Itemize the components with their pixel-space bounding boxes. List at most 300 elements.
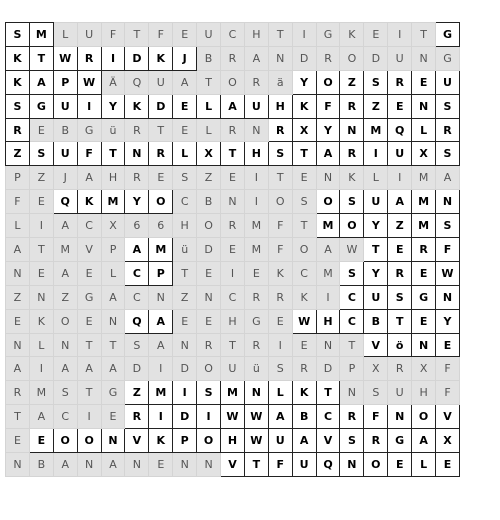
letter-cell[interactable]: U (388, 142, 412, 166)
letter-cell[interactable]: Q (316, 453, 340, 477)
letter-cell[interactable]: F (149, 23, 173, 47)
letter-cell[interactable]: V (436, 405, 460, 429)
letter-cell[interactable]: C (221, 23, 245, 47)
letter-cell[interactable]: V (221, 453, 245, 477)
letter-cell[interactable]: K (149, 46, 173, 70)
letter-cell[interactable]: Z (6, 285, 30, 309)
letter-cell[interactable]: T (149, 118, 173, 142)
letter-cell[interactable]: I (149, 405, 173, 429)
letter-cell[interactable]: E (244, 261, 268, 285)
letter-cell[interactable]: H (412, 381, 436, 405)
letter-cell[interactable]: G (101, 381, 125, 405)
letter-cell[interactable]: X (412, 357, 436, 381)
letter-cell[interactable]: W (436, 261, 460, 285)
letter-cell[interactable]: S (436, 94, 460, 118)
letter-cell[interactable]: E (197, 309, 221, 333)
letter-cell[interactable]: T (268, 23, 292, 47)
letter-cell[interactable]: M (364, 118, 388, 142)
letter-cell[interactable]: S (364, 381, 388, 405)
letter-cell[interactable]: O (316, 190, 340, 214)
letter-cell[interactable]: U (364, 190, 388, 214)
letter-cell[interactable]: ü (173, 238, 197, 262)
letter-cell[interactable]: E (388, 94, 412, 118)
letter-cell[interactable]: N (77, 453, 101, 477)
letter-cell[interactable]: E (173, 309, 197, 333)
letter-cell[interactable]: W (221, 405, 245, 429)
letter-cell[interactable]: A (292, 429, 316, 453)
letter-cell[interactable]: K (268, 261, 292, 285)
letter-cell[interactable]: I (388, 23, 412, 47)
letter-cell[interactable]: K (292, 381, 316, 405)
letter-cell[interactable]: S (292, 190, 316, 214)
letter-cell[interactable]: D (125, 357, 149, 381)
letter-cell[interactable]: E (292, 333, 316, 357)
letter-cell[interactable]: U (292, 453, 316, 477)
letter-cell[interactable]: A (29, 405, 53, 429)
letter-cell[interactable]: R (364, 429, 388, 453)
letter-cell[interactable]: T (292, 214, 316, 238)
letter-cell[interactable]: W (340, 238, 364, 262)
letter-cell[interactable]: C (53, 405, 77, 429)
letter-cell[interactable]: H (244, 142, 268, 166)
letter-cell[interactable]: R (268, 118, 292, 142)
letter-cell[interactable]: A (101, 285, 125, 309)
letter-cell[interactable]: U (388, 381, 412, 405)
letter-cell[interactable]: E (6, 429, 30, 453)
letter-cell[interactable]: Y (364, 261, 388, 285)
letter-cell[interactable]: E (101, 405, 125, 429)
letter-cell[interactable]: E (149, 166, 173, 190)
letter-cell[interactable]: G (29, 94, 53, 118)
letter-cell[interactable]: ü (101, 118, 125, 142)
letter-cell[interactable]: J (53, 166, 77, 190)
letter-cell[interactable]: M (316, 214, 340, 238)
letter-cell[interactable]: Z (340, 70, 364, 94)
letter-cell[interactable]: E (197, 261, 221, 285)
letter-cell[interactable]: B (197, 190, 221, 214)
letter-cell[interactable]: U (364, 285, 388, 309)
letter-cell[interactable]: F (316, 94, 340, 118)
letter-cell[interactable]: F (436, 381, 460, 405)
letter-cell[interactable]: A (6, 357, 30, 381)
letter-cell[interactable]: Z (173, 285, 197, 309)
letter-cell[interactable]: T (6, 405, 30, 429)
letter-cell[interactable]: A (316, 142, 340, 166)
letter-cell[interactable]: D (292, 46, 316, 70)
letter-cell[interactable]: A (221, 94, 245, 118)
letter-cell[interactable]: N (316, 333, 340, 357)
letter-cell[interactable]: R (149, 142, 173, 166)
letter-cell[interactable]: B (197, 46, 221, 70)
letter-cell[interactable]: K (149, 429, 173, 453)
letter-cell[interactable]: O (221, 70, 245, 94)
letter-cell[interactable]: G (244, 309, 268, 333)
letter-cell[interactable]: I (244, 190, 268, 214)
letter-cell[interactable]: S (340, 190, 364, 214)
letter-cell[interactable]: O (292, 238, 316, 262)
letter-cell[interactable]: R (6, 381, 30, 405)
letter-cell[interactable]: V (364, 333, 388, 357)
letter-cell[interactable]: F (364, 405, 388, 429)
letter-cell[interactable]: J (173, 46, 197, 70)
letter-cell[interactable]: Q (125, 70, 149, 94)
letter-cell[interactable]: K (292, 94, 316, 118)
letter-cell[interactable]: R (197, 333, 221, 357)
letter-cell[interactable]: S (197, 381, 221, 405)
letter-cell[interactable]: Z (197, 166, 221, 190)
letter-cell[interactable]: R (77, 46, 101, 70)
letter-cell[interactable]: Z (125, 381, 149, 405)
letter-cell[interactable]: R (125, 166, 149, 190)
letter-cell[interactable]: T (101, 333, 125, 357)
letter-cell[interactable]: E (173, 118, 197, 142)
letter-cell[interactable]: O (316, 70, 340, 94)
letter-cell[interactable]: A (412, 429, 436, 453)
letter-cell[interactable]: U (197, 23, 221, 47)
letter-cell[interactable]: H (268, 94, 292, 118)
letter-cell[interactable]: T (244, 453, 268, 477)
letter-cell[interactable]: M (412, 214, 436, 238)
letter-cell[interactable]: M (29, 23, 53, 47)
letter-cell[interactable]: M (316, 261, 340, 285)
letter-cell[interactable]: W (244, 429, 268, 453)
letter-cell[interactable]: R (292, 357, 316, 381)
letter-cell[interactable]: A (436, 166, 460, 190)
letter-cell[interactable]: T (221, 333, 245, 357)
letter-cell[interactable]: R (244, 285, 268, 309)
letter-cell[interactable]: S (173, 166, 197, 190)
letter-cell[interactable]: M (53, 238, 77, 262)
letter-cell[interactable]: O (197, 357, 221, 381)
letter-cell[interactable]: U (268, 429, 292, 453)
letter-cell[interactable]: 6 (149, 214, 173, 238)
letter-cell[interactable]: L (197, 94, 221, 118)
letter-cell[interactable]: P (173, 429, 197, 453)
letter-cell[interactable]: A (149, 333, 173, 357)
letter-cell[interactable]: T (29, 46, 53, 70)
letter-cell[interactable]: Q (125, 309, 149, 333)
letter-cell[interactable]: L (173, 142, 197, 166)
letter-cell[interactable]: D (149, 94, 173, 118)
letter-cell[interactable]: E (77, 309, 101, 333)
letter-cell[interactable]: N (436, 190, 460, 214)
letter-cell[interactable]: S (340, 261, 364, 285)
letter-cell[interactable]: Ä (101, 70, 125, 94)
letter-cell[interactable]: U (244, 94, 268, 118)
letter-cell[interactable]: L (412, 118, 436, 142)
letter-cell[interactable]: S (388, 285, 412, 309)
letter-cell[interactable]: A (149, 309, 173, 333)
letter-cell[interactable]: N (53, 333, 77, 357)
letter-cell[interactable]: I (29, 357, 53, 381)
letter-cell[interactable]: C (221, 285, 245, 309)
letter-cell[interactable]: I (173, 381, 197, 405)
letter-cell[interactable]: U (53, 142, 77, 166)
letter-cell[interactable]: N (244, 381, 268, 405)
letter-cell[interactable]: X (197, 142, 221, 166)
letter-cell[interactable]: R (221, 46, 245, 70)
letter-cell[interactable]: A (53, 357, 77, 381)
letter-cell[interactable]: N (388, 405, 412, 429)
letter-cell[interactable]: Z (388, 214, 412, 238)
letter-cell[interactable]: R (244, 333, 268, 357)
letter-cell[interactable]: Y (292, 70, 316, 94)
letter-cell[interactable]: N (412, 94, 436, 118)
letter-cell[interactable]: M (412, 190, 436, 214)
letter-cell[interactable]: A (125, 238, 149, 262)
letter-cell[interactable]: I (292, 23, 316, 47)
letter-cell[interactable]: B (29, 453, 53, 477)
letter-cell[interactable]: R (221, 118, 245, 142)
letter-cell[interactable]: S (6, 94, 30, 118)
letter-cell[interactable]: E (173, 23, 197, 47)
letter-cell[interactable]: C (125, 285, 149, 309)
letter-cell[interactable]: C (125, 261, 149, 285)
letter-cell[interactable]: B (292, 405, 316, 429)
letter-cell[interactable]: C (316, 405, 340, 429)
letter-cell[interactable]: G (436, 46, 460, 70)
letter-cell[interactable]: A (101, 453, 125, 477)
letter-cell[interactable]: E (436, 453, 460, 477)
letter-cell[interactable]: L (197, 118, 221, 142)
letter-cell[interactable]: T (173, 261, 197, 285)
letter-cell[interactable]: E (29, 429, 53, 453)
letter-cell[interactable]: W (53, 46, 77, 70)
letter-cell[interactable]: S (125, 333, 149, 357)
letter-cell[interactable]: Z (29, 166, 53, 190)
letter-cell[interactable]: I (316, 285, 340, 309)
letter-cell[interactable]: A (173, 70, 197, 94)
letter-cell[interactable]: R (6, 118, 30, 142)
letter-cell[interactable]: T (340, 333, 364, 357)
letter-cell[interactable]: R (388, 357, 412, 381)
letter-cell[interactable]: E (29, 190, 53, 214)
letter-cell[interactable]: O (53, 429, 77, 453)
letter-cell[interactable]: A (53, 453, 77, 477)
letter-cell[interactable]: X (101, 214, 125, 238)
letter-cell[interactable]: V (316, 429, 340, 453)
letter-cell[interactable]: H (101, 166, 125, 190)
letter-cell[interactable]: Q (53, 190, 77, 214)
letter-cell[interactable]: I (77, 94, 101, 118)
letter-cell[interactable]: R (268, 285, 292, 309)
letter-cell[interactable]: N (340, 453, 364, 477)
letter-cell[interactable]: N (101, 429, 125, 453)
letter-cell[interactable]: O (53, 309, 77, 333)
letter-cell[interactable]: X (436, 429, 460, 453)
letter-cell[interactable]: E (173, 94, 197, 118)
letter-cell[interactable]: L (101, 261, 125, 285)
letter-cell[interactable]: N (29, 285, 53, 309)
letter-cell[interactable]: K (340, 166, 364, 190)
letter-cell[interactable]: E (149, 453, 173, 477)
letter-cell[interactable]: Z (6, 142, 30, 166)
letter-cell[interactable]: I (244, 166, 268, 190)
letter-cell[interactable]: R (221, 214, 245, 238)
letter-cell[interactable]: S (268, 142, 292, 166)
letter-cell[interactable]: H (221, 309, 245, 333)
letter-cell[interactable]: F (436, 357, 460, 381)
letter-cell[interactable]: N (101, 309, 125, 333)
letter-cell[interactable]: M (101, 190, 125, 214)
letter-cell[interactable]: N (6, 333, 30, 357)
letter-cell[interactable]: R (388, 261, 412, 285)
letter-cell[interactable]: X (292, 118, 316, 142)
letter-cell[interactable]: Y (316, 118, 340, 142)
letter-cell[interactable]: F (268, 453, 292, 477)
letter-cell[interactable]: 6 (125, 214, 149, 238)
letter-cell[interactable]: Y (436, 309, 460, 333)
letter-cell[interactable]: M (149, 238, 173, 262)
letter-cell[interactable]: F (77, 142, 101, 166)
letter-cell[interactable]: A (316, 238, 340, 262)
letter-cell[interactable]: T (388, 309, 412, 333)
letter-cell[interactable]: C (173, 190, 197, 214)
letter-cell[interactable]: ä (268, 70, 292, 94)
letter-cell[interactable]: T (77, 333, 101, 357)
letter-cell[interactable]: T (412, 23, 436, 47)
letter-cell[interactable]: R (125, 118, 149, 142)
letter-cell[interactable]: M (221, 381, 245, 405)
letter-cell[interactable]: D (173, 405, 197, 429)
letter-cell[interactable]: N (197, 285, 221, 309)
letter-cell[interactable]: N (197, 453, 221, 477)
letter-cell[interactable]: A (244, 46, 268, 70)
letter-cell[interactable]: A (268, 405, 292, 429)
letter-cell[interactable]: I (29, 214, 53, 238)
letter-cell[interactable]: C (340, 309, 364, 333)
letter-cell[interactable]: E (412, 70, 436, 94)
letter-cell[interactable]: D (173, 357, 197, 381)
letter-cell[interactable]: I (101, 46, 125, 70)
letter-cell[interactable]: A (53, 214, 77, 238)
letter-cell[interactable]: N (412, 333, 436, 357)
letter-cell[interactable]: T (29, 238, 53, 262)
letter-cell[interactable]: ö (388, 333, 412, 357)
letter-cell[interactable]: E (221, 166, 245, 190)
letter-cell[interactable]: V (77, 238, 101, 262)
letter-cell[interactable]: H (173, 214, 197, 238)
letter-cell[interactable]: K (6, 70, 30, 94)
letter-cell[interactable]: I (77, 405, 101, 429)
letter-cell[interactable]: L (268, 381, 292, 405)
letter-cell[interactable]: N (125, 142, 149, 166)
letter-cell[interactable]: R (436, 118, 460, 142)
letter-cell[interactable]: P (6, 166, 30, 190)
letter-cell[interactable]: A (6, 238, 30, 262)
letter-cell[interactable]: A (77, 166, 101, 190)
letter-cell[interactable]: U (221, 357, 245, 381)
letter-cell[interactable]: V (125, 429, 149, 453)
letter-cell[interactable]: I (221, 261, 245, 285)
letter-cell[interactable]: S (29, 142, 53, 166)
letter-cell[interactable]: O (340, 46, 364, 70)
letter-cell[interactable]: E (292, 166, 316, 190)
letter-cell[interactable]: P (101, 238, 125, 262)
letter-cell[interactable]: N (6, 453, 30, 477)
letter-cell[interactable]: D (316, 357, 340, 381)
letter-cell[interactable]: M (244, 214, 268, 238)
letter-cell[interactable]: C (77, 214, 101, 238)
letter-cell[interactable]: E (29, 118, 53, 142)
letter-cell[interactable]: R (340, 94, 364, 118)
letter-cell[interactable]: U (53, 94, 77, 118)
letter-cell[interactable]: W (244, 405, 268, 429)
letter-cell[interactable]: O (77, 429, 101, 453)
letter-cell[interactable]: F (6, 190, 30, 214)
letter-cell[interactable]: R (388, 70, 412, 94)
letter-cell[interactable]: H (316, 309, 340, 333)
letter-cell[interactable]: O (364, 453, 388, 477)
letter-cell[interactable]: K (340, 23, 364, 47)
letter-cell[interactable]: I (268, 333, 292, 357)
letter-cell[interactable]: I (149, 357, 173, 381)
letter-cell[interactable]: G (77, 285, 101, 309)
letter-cell[interactable]: T (364, 238, 388, 262)
letter-cell[interactable]: W (77, 70, 101, 94)
letter-cell[interactable]: A (77, 357, 101, 381)
letter-cell[interactable]: R (412, 238, 436, 262)
letter-cell[interactable]: N (173, 333, 197, 357)
letter-cell[interactable]: C (292, 261, 316, 285)
letter-cell[interactable]: E (6, 309, 30, 333)
letter-cell[interactable]: Z (364, 94, 388, 118)
letter-cell[interactable]: E (388, 238, 412, 262)
letter-cell[interactable]: D (364, 46, 388, 70)
letter-cell[interactable]: X (412, 142, 436, 166)
letter-cell[interactable]: Y (101, 94, 125, 118)
letter-cell[interactable]: G (388, 429, 412, 453)
letter-cell[interactable]: T (101, 142, 125, 166)
letter-cell[interactable]: F (436, 238, 460, 262)
letter-cell[interactable]: N (244, 118, 268, 142)
letter-cell[interactable]: N (125, 453, 149, 477)
letter-cell[interactable]: E (77, 261, 101, 285)
letter-cell[interactable]: O (197, 214, 221, 238)
letter-cell[interactable]: L (6, 214, 30, 238)
letter-cell[interactable]: U (149, 70, 173, 94)
letter-cell[interactable]: F (268, 214, 292, 238)
letter-cell[interactable]: G (436, 23, 460, 47)
letter-cell[interactable]: T (292, 142, 316, 166)
letter-cell[interactable]: H (221, 429, 245, 453)
letter-cell[interactable]: F (268, 238, 292, 262)
letter-cell[interactable]: O (340, 214, 364, 238)
letter-cell[interactable]: N (6, 261, 30, 285)
letter-cell[interactable]: B (364, 309, 388, 333)
letter-cell[interactable]: N (412, 46, 436, 70)
letter-cell[interactable]: T (316, 381, 340, 405)
letter-cell[interactable]: A (388, 190, 412, 214)
letter-cell[interactable]: L (412, 453, 436, 477)
letter-cell[interactable]: T (197, 70, 221, 94)
letter-cell[interactable]: A (53, 261, 77, 285)
letter-cell[interactable]: Z (53, 285, 77, 309)
letter-cell[interactable]: T (268, 166, 292, 190)
letter-cell[interactable]: R (316, 46, 340, 70)
letter-cell[interactable]: ü (244, 357, 268, 381)
letter-cell[interactable]: A (101, 357, 125, 381)
letter-cell[interactable]: N (221, 190, 245, 214)
letter-cell[interactable]: L (53, 23, 77, 47)
letter-cell[interactable]: S (364, 70, 388, 94)
letter-cell[interactable]: B (53, 118, 77, 142)
letter-cell[interactable]: L (364, 166, 388, 190)
letter-cell[interactable]: Q (388, 118, 412, 142)
letter-cell[interactable]: E (364, 23, 388, 47)
letter-cell[interactable]: A (29, 70, 53, 94)
letter-cell[interactable]: R (340, 142, 364, 166)
